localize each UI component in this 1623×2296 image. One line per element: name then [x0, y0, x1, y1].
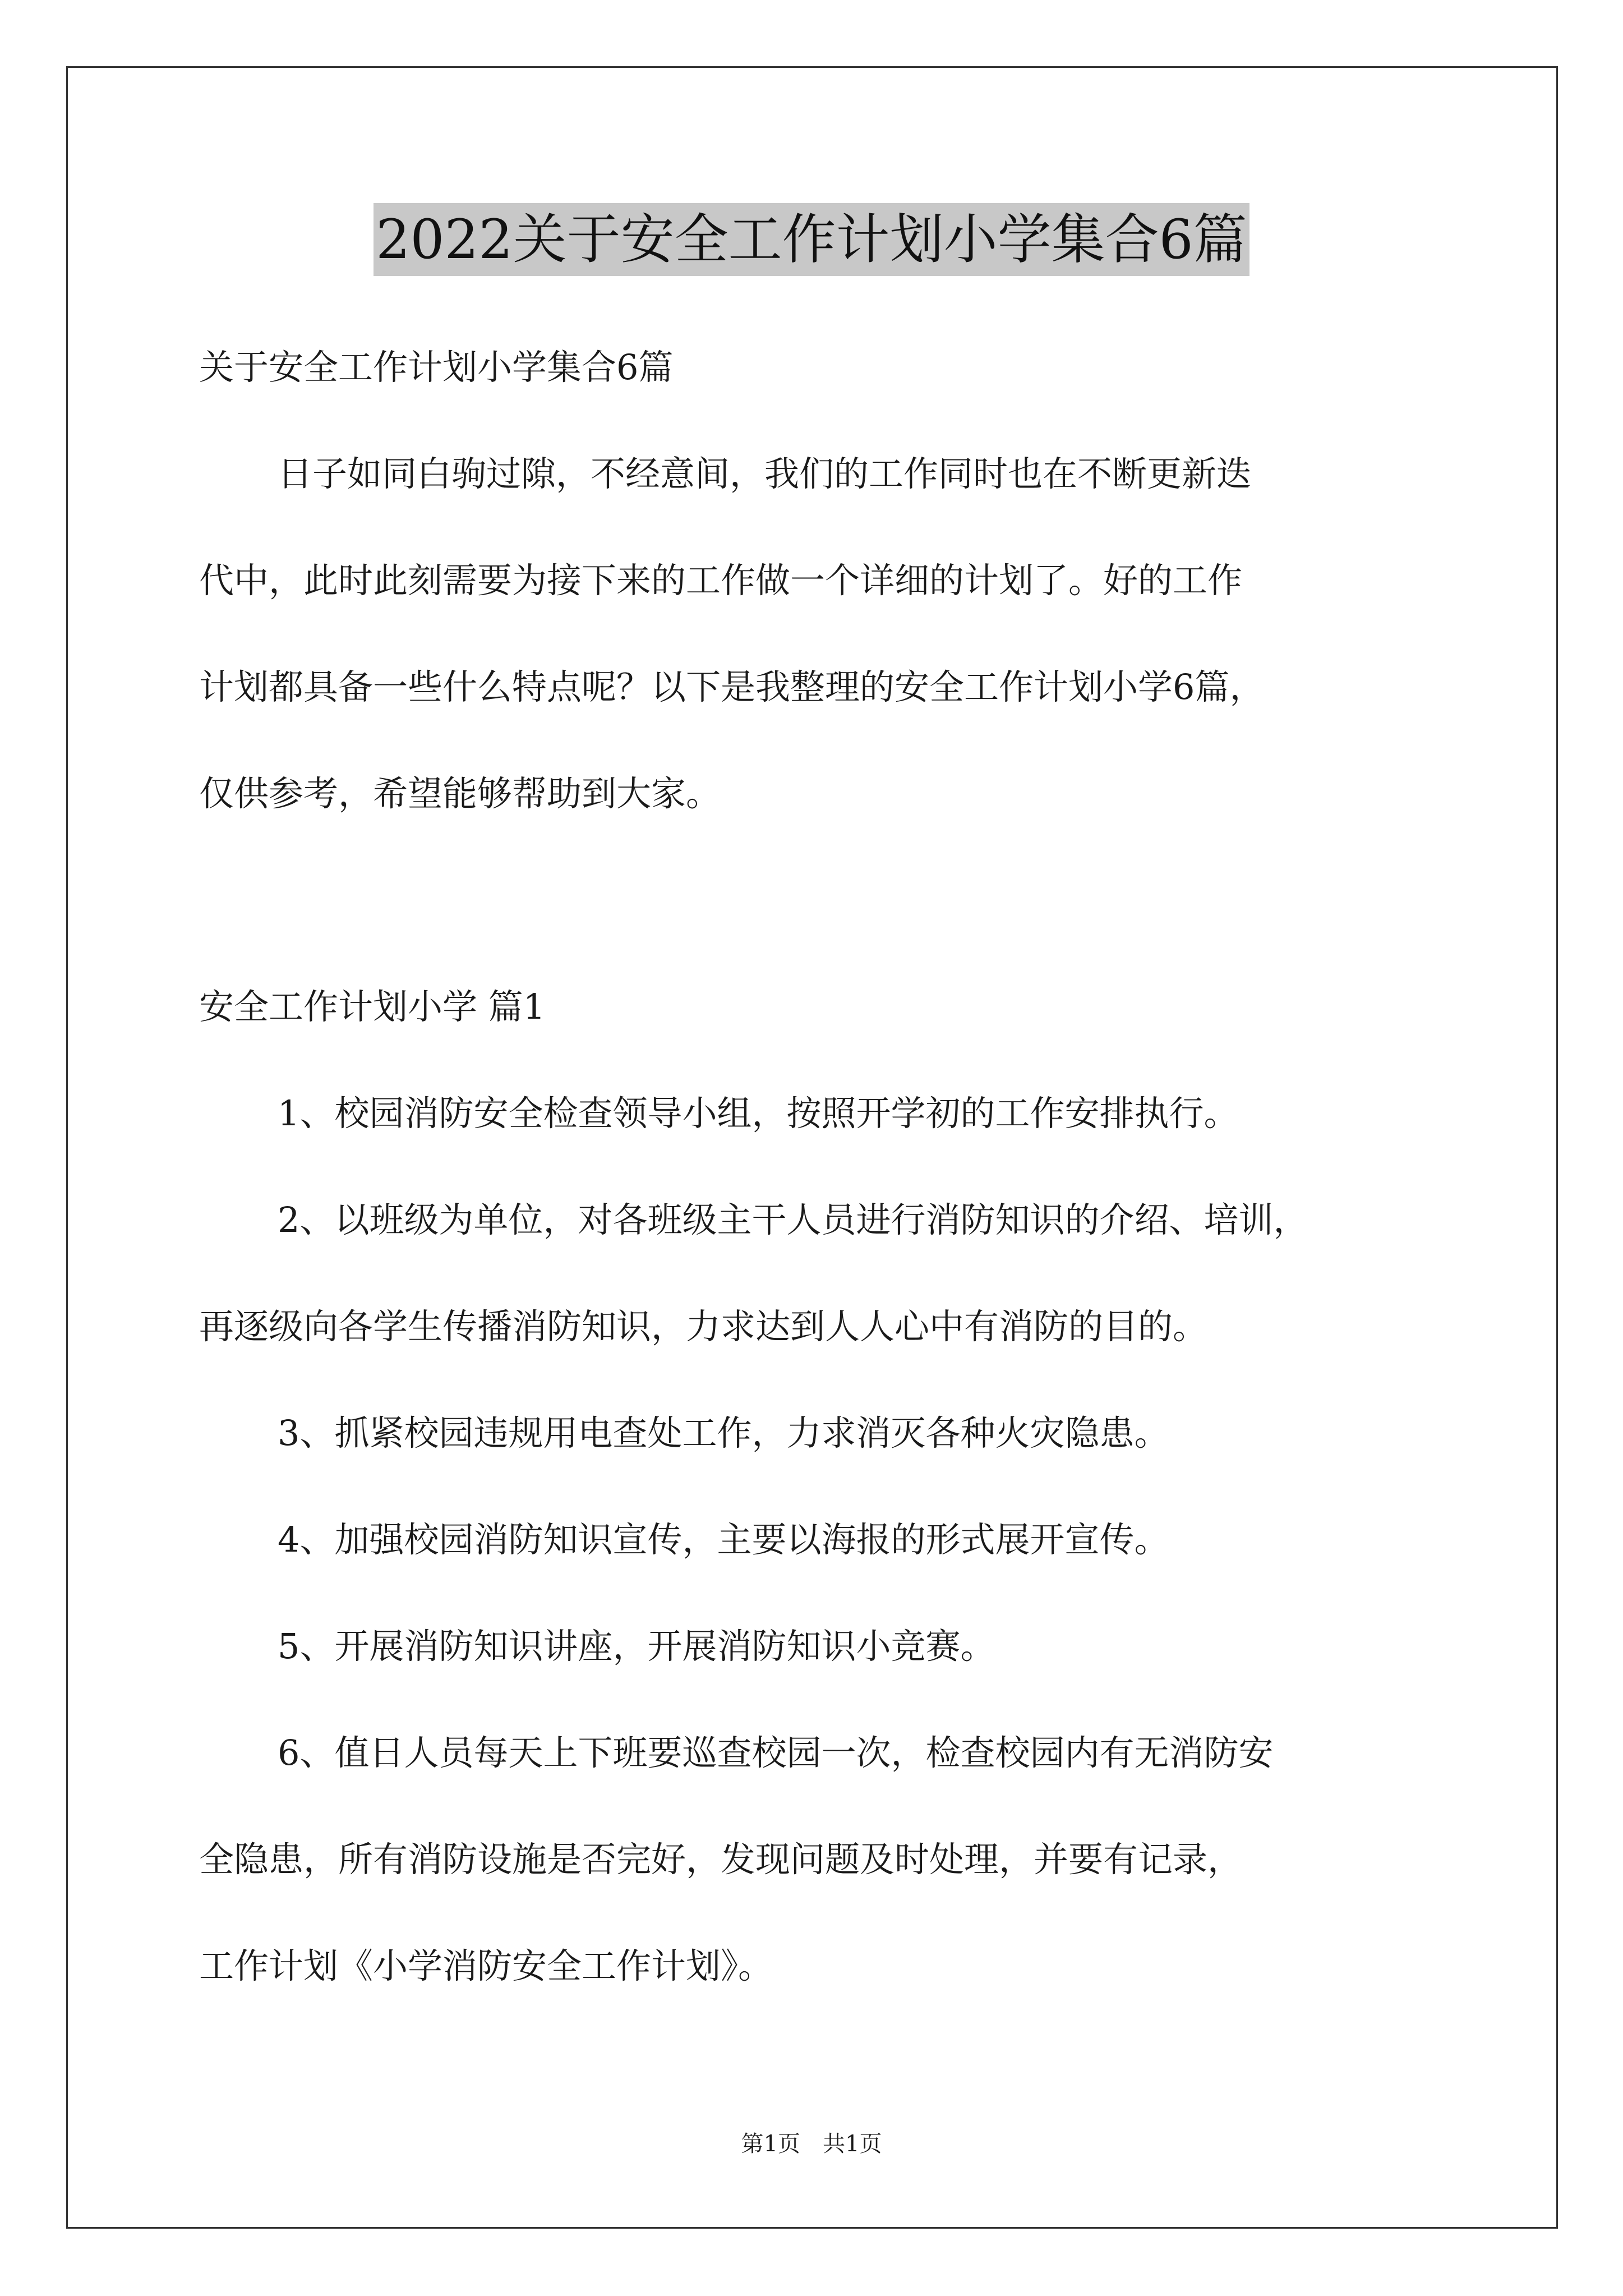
document-title: 2022关于安全工作计划小学集合6篇 — [374, 203, 1249, 276]
list-item: 6、值日人员每天上下班要巡查校园一次，检查校园内有无消防安 — [278, 1732, 1274, 1773]
intro-line: 代中，此时此刻需要为接下来的工作做一个详细的计划了。好的工作 — [199, 560, 1243, 601]
intro-line: 仅供参考，希望能够帮助到大家。 — [199, 773, 721, 814]
list-item: 5、开展消防知识讲座，开展消防知识小竞赛。 — [278, 1626, 995, 1667]
list-item-continuation: 全隐患，所有消防设施是否完好，发现问题及时处理，并要有记录， — [199, 1839, 1243, 1880]
intro-line: 计划都具备一些什么特点呢？以下是我整理的安全工作计划小学6篇， — [199, 666, 1265, 707]
list-item-continuation: 工作计划《小学消防安全工作计划》。 — [199, 1945, 773, 1986]
document-body — [199, 314, 1461, 2019]
document-subtitle: 关于安全工作计划小学集合6篇 — [199, 347, 674, 388]
intro-line: 日子如同白驹过隙，不经意间，我们的工作同时也在不断更新迭 — [278, 453, 1252, 494]
section-heading: 安全工作计划小学 篇1 — [199, 986, 546, 1027]
list-item: 4、加强校园消防知识宣传，主要以海报的形式展开宣传。 — [278, 1519, 1169, 1560]
page-footer: 第1页 共1页 — [741, 2131, 882, 2157]
list-item: 2、以班级为单位，对各班级主干人员进行消防知识的介绍、培训， — [278, 1199, 1308, 1240]
list-item: 3、抓紧校园违规用电查处工作，力求消灭各种火灾隐患。 — [278, 1412, 1169, 1453]
paragraph-spacer — [199, 847, 1461, 954]
list-item: 1、校园消防安全检查领导小组，按照开学初的工作安排执行。 — [278, 1093, 1239, 1134]
list-item-continuation: 再逐级向各学生传播消防知识，力求达到人人心中有消防的目的。 — [199, 1306, 1208, 1347]
title-container — [0, 203, 1623, 276]
